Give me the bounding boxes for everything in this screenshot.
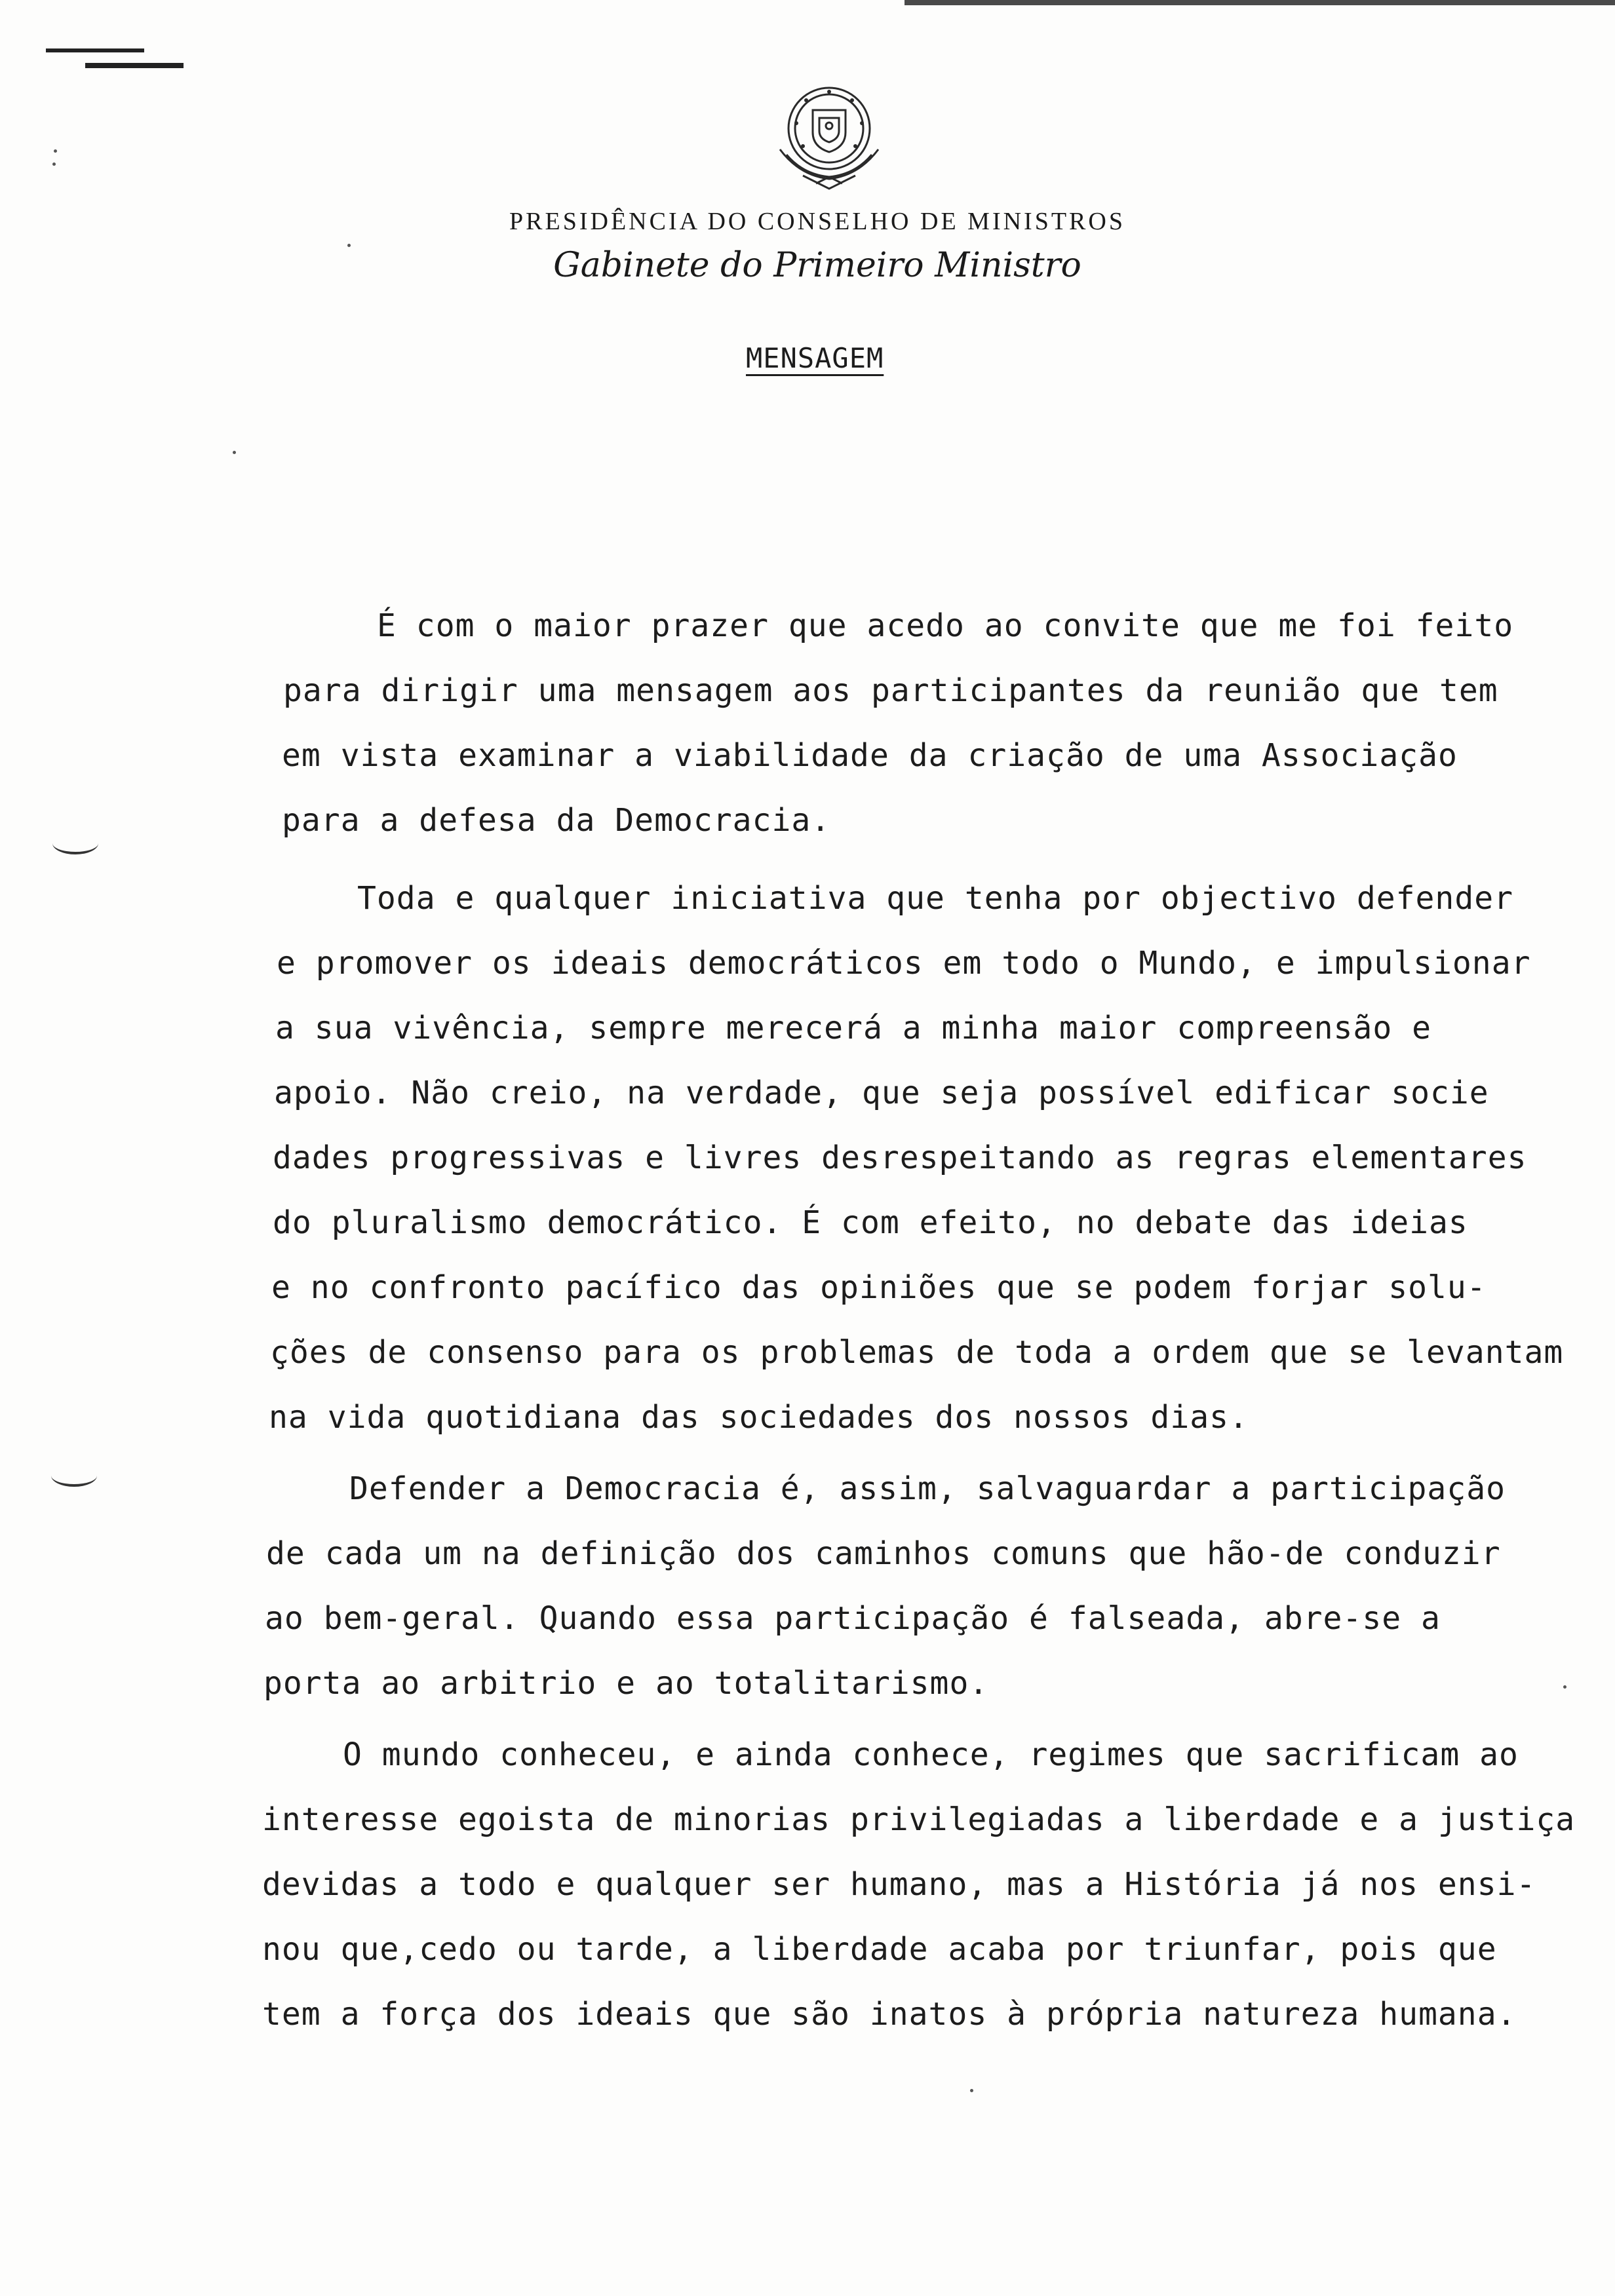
text-line: nou que,cedo ou tarde, a liberdade acaba por triunfar, pois que [262,1931,1497,1968]
text-line: a sua vivência, sempre merecerá a minha maior compreensão e [275,1010,1432,1046]
text-line: para dirigir uma mensagem aos participantes da reunião que tem [283,672,1498,709]
text-line: porta ao arbitrio e ao totalitarismo. [263,1665,989,1702]
text-line: do pluralismo democrático. É com efeito, no debate das ideias [273,1204,1468,1241]
text-line: interesse egoista de minorias privilegiadas a liberdade e a justiça [262,1801,1576,1838]
text-line: na vida quotidiana das sociedades dos nossos dias. [269,1399,1249,1436]
text-line: em vista examinar a viabilidade da criação de uma Associação [282,737,1458,774]
scan-corner-mark [46,48,144,52]
text-line: ções de consenso para os problemas de toda a ordem que se levantam [270,1334,1564,1371]
text-line: apoio. Não creio, na verdade, que seja possível edificar socie [274,1075,1489,1111]
coat-of-arms-seal-icon [767,77,891,192]
paragraph [262,594,1573,853]
text-line: Toda e qualquer iniciativa que tenha por objectivo defender [357,880,1514,917]
scan-speck [233,451,236,454]
scan-corner-mark [85,63,184,68]
document-title: MENSAGEM [746,342,884,374]
paragraph [262,1723,1576,2047]
text-line: e promover os ideais democráticos em todo o Mundo, e impulsionar [277,945,1531,982]
punch-hole-mark [52,832,98,854]
cabinet-subheading: Gabinete do Primeiro Ministro [553,246,1081,285]
paragraph [262,1457,1573,1716]
text-line: e no confronto pacífico das opiniões que se podem forjar solu- [271,1269,1487,1306]
text-line: É com o maior prazer que acedo ao convite que me foi feito [377,607,1514,644]
text-line: devidas a todo e qualquer ser humano, mas a História já nos ensi- [262,1866,1536,1903]
paragraph [262,866,1573,1450]
text-line: Defender a Democracia é, assim, salvaguardar a participação [349,1470,1506,1507]
scan-speck [54,149,57,153]
punch-hole-mark [51,1464,97,1487]
scan-speck [970,2089,973,2092]
message-body [262,594,1576,2047]
text-line: O mundo conheceu, e ainda conhece, regimes que sacrificam ao [343,1736,1519,1773]
text-line: ao bem-geral. Quando essa participação é falseada, abre-se a [265,1600,1441,1637]
ministry-heading: PRESIDÊNCIA DO CONSELHO DE MINISTROS [509,208,1125,235]
text-line: tem a força dos ideais que são inatos à própria natureza humana. [262,1996,1517,2033]
text-line: para a defesa da Democracia. [282,802,831,839]
scan-edge-line [905,0,1615,5]
text-line: dades progressivas e livres desrespeitando as regras elementares [273,1139,1527,1176]
text-line: de cada um na definição dos caminhos comuns que hão-de conduzir [266,1535,1501,1572]
scan-speck [52,163,56,166]
